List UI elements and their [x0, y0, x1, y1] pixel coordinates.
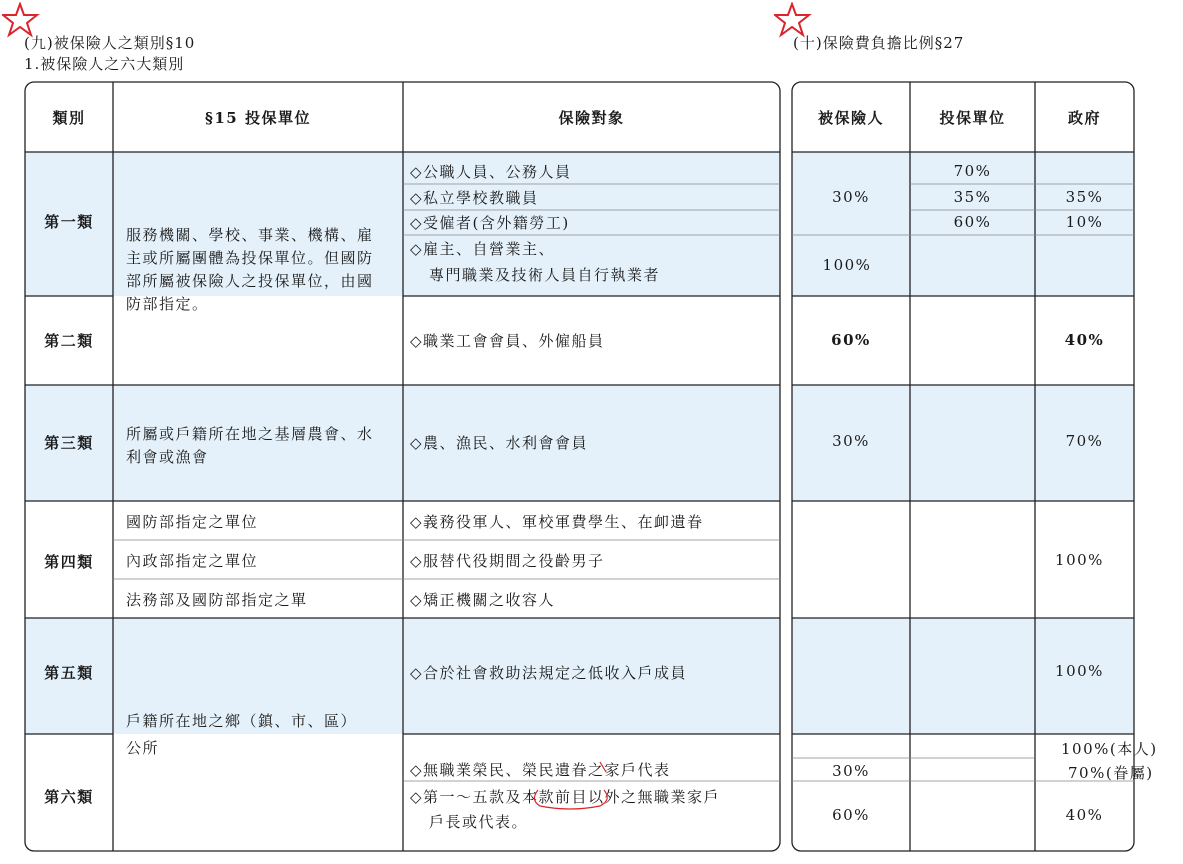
- header-employer: 投保單位: [939, 109, 1006, 127]
- target-4c: ◇矯正機關之收容人: [410, 591, 556, 609]
- target-6b: ◇第一～五款及本款前目以外之無職業家戶: [410, 788, 721, 806]
- target-6c: 戶長或代表。: [429, 813, 529, 831]
- target-4b: ◇服替代役期間之役齡男子: [410, 552, 605, 570]
- r5-gov: 100%: [1055, 662, 1104, 680]
- r1d-insured: 100%: [822, 256, 872, 274]
- header-government: 政府: [1067, 109, 1101, 127]
- category-3: 第三類: [44, 434, 94, 452]
- r1c-gov: 10%: [1065, 213, 1104, 231]
- left-section-subtitle: 1.被保險人之六大類別: [24, 55, 185, 73]
- r2-gov: 40%: [1064, 331, 1105, 349]
- r6b-gov: 40%: [1065, 806, 1104, 824]
- unit-4c: 法務部及國防部指定之單: [126, 591, 308, 609]
- target-3: ◇農、漁民、水利會會員: [410, 434, 589, 452]
- target-1b: ◇私立學校教職員: [410, 189, 539, 207]
- category-5: 第五類: [44, 664, 94, 682]
- header-insured: 被保險人: [817, 109, 884, 127]
- target-1a: ◇公職人員、公務人員: [410, 163, 572, 181]
- r6a-insured: 30%: [832, 762, 870, 780]
- r4-gov: 100%: [1055, 551, 1104, 569]
- target-4a: ◇義務役軍人、軍校軍費學生、在卹遺眷: [410, 513, 704, 531]
- header-unit: §15 投保單位: [205, 109, 311, 127]
- target-1e: 專門職業及技術人員自行執業者: [429, 266, 661, 284]
- unit-5: 戶籍所在地之鄉（鎮、市、區）: [126, 712, 358, 730]
- r6a-gov-family: 70%(眷屬): [1068, 764, 1154, 782]
- left-section-title: (九)被保險人之類別§10: [24, 34, 196, 52]
- category-4: 第四類: [44, 553, 94, 571]
- target-6a: ◇無職業榮民、榮民遺眷之家戶代表: [410, 761, 671, 779]
- r1c-unit: 60%: [953, 213, 992, 231]
- r1b-gov: 35%: [1065, 188, 1104, 206]
- unit-4a: 國防部指定之單位: [126, 513, 259, 531]
- r6a-gov-self: 100%(本人): [1061, 740, 1158, 758]
- r2-insured: 60%: [831, 331, 871, 349]
- category-1: 第一類: [44, 213, 94, 231]
- r6b-insured: 60%: [832, 806, 870, 824]
- header-target: 保險對象: [558, 109, 625, 127]
- right-section-title: (十)保險費負擔比例§27: [793, 34, 965, 52]
- header-category: 類別: [52, 109, 86, 127]
- unit-3: 所屬或戶籍所在地之基層農會、水利會或漁會: [126, 425, 374, 466]
- unit-1: 服務機關、學校、事業、機構、雇主或所屬團體為投保單位。但國防部所屬被保險人之投保單位，由國防部指定。: [126, 226, 374, 313]
- r1a-unit: 70%: [953, 162, 992, 180]
- r1b-unit: 35%: [953, 188, 992, 206]
- r3-insured: 30%: [832, 432, 870, 450]
- r3-gov: 70%: [1065, 432, 1104, 450]
- target-1c: ◇受僱者(含外籍勞工): [410, 214, 570, 232]
- target-1d: ◇雇主、自營業主、: [410, 240, 556, 258]
- target-5: ◇合於社會救助法規定之低收入戶成員: [410, 664, 688, 682]
- r1-insured: 30%: [832, 188, 870, 206]
- unit-4b: 內政部指定之單位: [126, 552, 259, 570]
- category-2: 第二類: [44, 332, 94, 350]
- category-6: 第六類: [44, 788, 94, 806]
- target-2: ◇職業工會會員、外僱船員: [410, 332, 605, 350]
- unit-6: 公所: [126, 739, 160, 757]
